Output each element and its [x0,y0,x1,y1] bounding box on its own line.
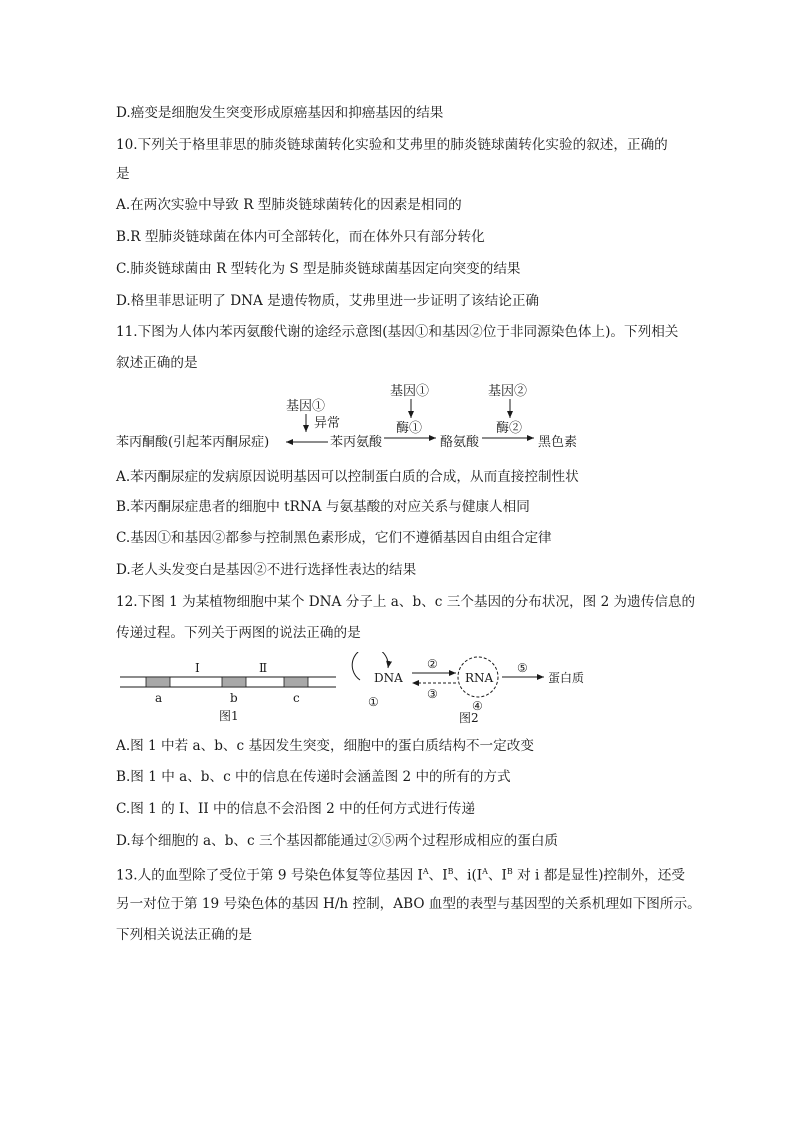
melanin-label: 黑色素 [538,435,578,450]
rna-label: RNA [465,671,494,685]
phenylalanine-pathway-figure [114,378,594,456]
gene-c-label: c [293,691,300,705]
gene-b-block [222,677,246,687]
gene-c-block [284,677,308,687]
enzyme1-label: 酶① [396,421,423,436]
gene-a-label: a [155,691,163,705]
gene1-label: 基因① [390,384,430,399]
q12-stem-line1: 12.下图 1 为某植物细胞中某个 DNA 分子上 a、b、c 三个基因的分布状况，图 2 为遗传信息的 [116,594,696,610]
q13-stem-line1: 13.人的血型除了受位于第 9 号染色体复等位基因 $I^A$、$I^B$、$i(I^A$、$I^B$ 对 i 都是显性)控制外，还受 [116,867,685,884]
process-3-label: ③ [427,687,438,701]
q10-option-c: C.肺炎链球菌由 R 型转化为 S 型是肺炎链球菌基因定向突变的结果 [116,261,521,277]
dna-label: DNA [374,671,403,685]
q10-option-b: B.R 型肺炎链球菌在体内可全部转化，而在体外只有部分转化 [116,229,485,245]
q13-stem-line3: 下列相关说法正确的是 [116,927,252,943]
q10-stem-line2: 是 [116,166,130,182]
gene-b-label: b [230,691,238,705]
q11-option-d: D.老人头发变白是基因②不进行选择性表达的结果 [116,562,417,578]
gene2-label: 基因② [488,384,528,399]
q11-option-a: A.苯丙酮尿症的发病原因说明基因可以控制蛋白质的合成，从而直接控制性状 [116,469,579,485]
q12-stem-line2: 传递过程。下列关于两图的说法正确的是 [116,625,361,641]
q9-option-d: D.癌变是细胞发生突变形成原癌基因和抑癌基因的结果 [116,105,444,121]
q13-stem-line2: 另一对位于第 19 号染色体的基因 H/h 控制，ABO 血型的表型与基因型的关系机理如下图所示。 [116,896,701,912]
figure2-information-flow [346,652,596,726]
abnormal-label: 异常 [314,416,341,431]
gene-a-block [146,677,170,687]
q12-option-c: C.图 1 的 I、II 中的信息不会沿图 2 中的任何方式进行传递 [116,801,476,817]
phenylpyruvate-label: 苯丙酮酸(引起苯丙酮尿症) [116,435,270,450]
q12-option-d: D.每个细胞的 a、b、c 三个基因都能通过②⑤两个过程形成相应的蛋白质 [116,833,559,849]
q12-option-b: B.图 1 中 a、b、c 中的信息在传递时会涵盖图 2 中的所有的方式 [116,769,511,785]
q10-stem-line1: 10.下列关于格里菲思的肺炎链球菌转化实验和艾弗里的肺炎链球菌转化实验的叙述，正确的 [116,137,668,153]
tyrosine-label: 酪氨酸 [440,435,480,450]
figure1-gene-distribution [118,652,340,726]
figure1-caption: 图1 [219,709,239,723]
enzyme2-label: 酶② [496,421,523,436]
q10-option-a: A.在两次实验中导致 R 型肺炎链球菌转化的因素是相同的 [116,197,462,213]
figure2-caption: 图2 [459,711,479,725]
segment-ii-label: Ⅱ [259,661,268,675]
q11-option-b: B.苯丙酮尿症患者的细胞中 tRNA 与氨基酸的对应关系与健康人相同 [116,499,530,515]
q12-option-a: A.图 1 中若 a、b、c 基因发生突变，细胞中的蛋白质结构不一定改变 [116,738,534,754]
protein-label: 蛋白质 [548,671,585,685]
q10-option-d: D.格里菲思证明了 DNA 是遗传物质，艾弗里进一步证明了该结论正确 [116,293,540,309]
phenylalanine-label: 苯丙氨酸 [330,435,383,450]
segment-i-label: I [195,661,200,675]
process-2-label: ② [427,657,438,671]
q11-stem-line2: 叙述正确的是 [116,355,198,371]
process-4-label: ④ [472,699,483,713]
gene1-label-abnormal-branch: 基因① [286,399,326,414]
process-5-label: ⑤ [517,661,528,675]
process-1-label: ① [368,695,379,709]
q11-stem-line1: 11.下图为人体内苯丙氨酸代谢的途经示意图(基因①和基因②位于非同源染色体上)。下列相关 [116,324,679,340]
q11-option-c: C.基因①和基因②都参与控制黑色素形成，它们不遵循基因自由组合定律 [116,530,552,546]
